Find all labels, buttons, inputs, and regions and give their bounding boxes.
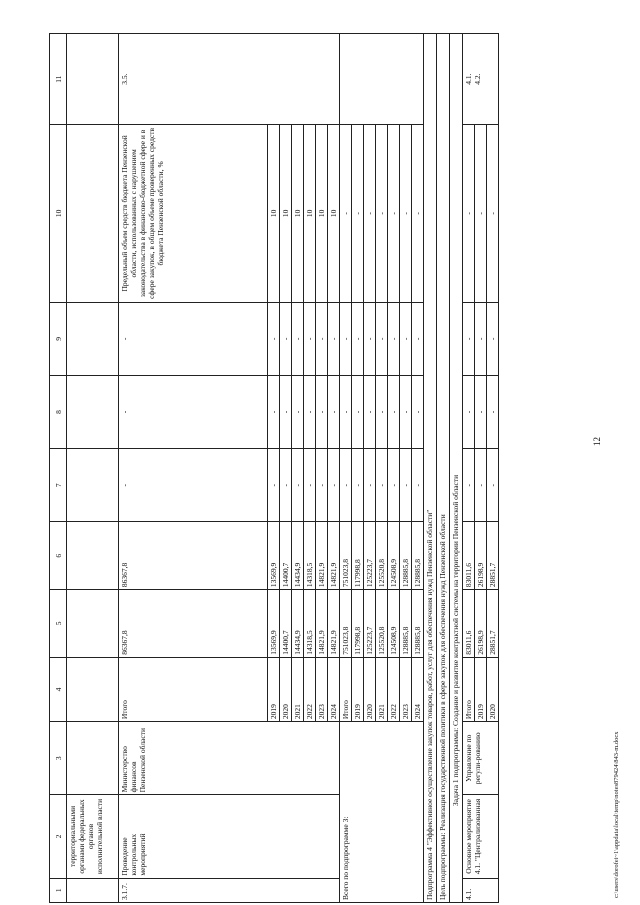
col-header: 11	[50, 34, 67, 125]
subprogram-title-row	[424, 34, 437, 903]
table-row: Всего по подпрограмме 3: Итого 751023,8 751023,8 - - - -	[340, 34, 352, 903]
table-row: 4.1. Основное мероприятие 4.1. "Централизованная Управление по регули-рованию Итого 83011,6 83011,6 - - - - 4.1. 4.2.	[463, 34, 475, 903]
table-row: 2023 14821,9 14821,9 - - - 10	[316, 34, 328, 903]
col-header: 10	[50, 125, 67, 303]
cell-indicator: Предельный объем средств бюджета Пензенской области, использованных с нарушением законодательства в финансово-бюджетной сфере и в сфере закупок, в общем объеме проверенных средств бюджета Пензенской области, %	[119, 125, 268, 303]
cell-total: 86367,8	[119, 590, 268, 658]
table-row: 2022 124508,9 124508,9 - - - -	[388, 34, 400, 903]
table-row: 2019 26198,9 26198,9 - - - -	[475, 34, 487, 903]
cell-c7: -	[119, 449, 268, 522]
table-row: 2020 125223,7 125223,7 - - - -	[364, 34, 376, 903]
table-row	[119, 34, 268, 903]
table-row: 2022 14318,5 14318,5 - - - 10	[304, 34, 316, 903]
subprogram-task-row	[450, 34, 463, 903]
table-row: 2020 28851,7 28851,7 - - - -	[487, 34, 499, 903]
page-number: 12	[592, 437, 602, 446]
table-row: 2024 14821,9 14821,9 - - - 10	[328, 34, 340, 903]
budget-table	[49, 33, 499, 903]
cell-c9: -	[119, 302, 268, 375]
col-header: 4	[50, 657, 67, 721]
subprogram-task: Задача 1 подпрограммы: Создание и развитие контрактной системы на территории Пензенской области	[450, 34, 463, 903]
subprogram-goal-row	[437, 34, 450, 903]
cell-name: Основное мероприятие 4.1. "Централизованная	[463, 795, 499, 878]
cell-link: 4.1. 4.2.	[463, 34, 499, 125]
col-header: 1	[50, 878, 67, 902]
col-header: 7	[50, 449, 67, 522]
col-header: 6	[50, 522, 67, 590]
cell-num: 4.1.	[463, 878, 499, 902]
cell-name: территориальными органами федеральных органов исполнительной власти	[67, 795, 119, 878]
cell-c8: -	[119, 375, 268, 448]
table-row: 2021 14434,9 14434,9 - - - 10	[292, 34, 304, 903]
cell-name: Проведение контрольных мероприятий	[119, 795, 340, 878]
table-row: 2020 14400,7 14400,7 - - - 10	[280, 34, 292, 903]
subprogram-total-label: Всего по подпрограмме 3:	[340, 722, 424, 903]
table-row: 2023 128885,8 128885,8 - - - -	[400, 34, 412, 903]
cell-period: Итого	[119, 657, 268, 721]
budget-table-rotated	[49, 33, 591, 903]
file-path: c:\users\dorofei~1\appdata\local\temp\notes879424\843-m.docx	[613, 731, 620, 898]
subprogram-title: Подпрограмма 4 "Эффективное осуществление закупок товаров, работ, услуг для обеспечения нужд Пензенской области"	[424, 34, 437, 903]
subprogram-goal: Цель подпрограммы: Реализация государственной политики в сфере закупок для обеспечения нужд Пензенской области	[437, 34, 450, 903]
col-header: 3	[50, 722, 67, 795]
col-header: 2	[50, 795, 67, 878]
header-row	[50, 34, 67, 903]
cell-num: 3.1.7.	[119, 878, 340, 902]
col-header: 8	[50, 375, 67, 448]
table-row	[67, 34, 119, 903]
cell-executor: Управление по регули-рованию	[463, 722, 499, 795]
table-row: 2019 117998,8 117998,8 - - - -	[352, 34, 364, 903]
col-header: 9	[50, 302, 67, 375]
col-header: 5	[50, 590, 67, 658]
cell-fb: 86367,8	[119, 522, 268, 590]
cell-executor: Министерство финансов Пензенской области	[119, 722, 340, 795]
table-row: 2024 128885,8 128885,8 - - - -	[412, 34, 424, 903]
cell-link: 3.5.	[119, 34, 340, 125]
table-row: 2021 125520,8 125520,8 - - - -	[376, 34, 388, 903]
table-row: 2019 13569,9 13569,9 - - - 10	[268, 34, 280, 903]
